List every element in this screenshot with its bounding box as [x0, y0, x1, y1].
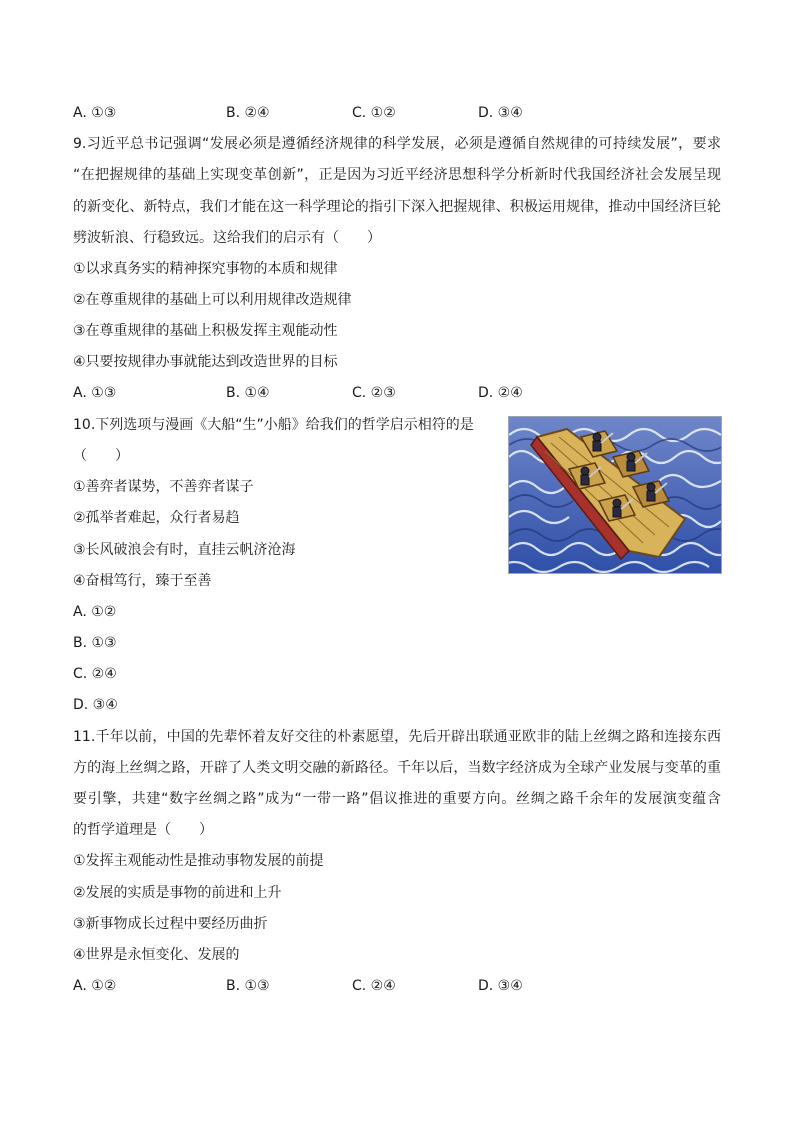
q10-stem-line-1: 10.下列选项与漫画《大船“生”小船》给我们的哲学启示相符的是 [73, 417, 474, 433]
q9-stem-line-1: 9.习近平总书记强调“发展必须是遵循经济规律的科学发展，必须是遵循自然规律的可持续发展”，要求 [73, 136, 721, 152]
q9-option-b: B. ①④ [226, 385, 270, 401]
q9-option-a: A. ①③ [73, 385, 117, 401]
q11-item-4: ④世界是永恒变化、发展的 [73, 947, 240, 963]
q11-option-a: A. ①② [73, 978, 117, 994]
q9-stem-line-3: 的新变化、新特点，我们才能在这一科学理论的指引下深入把握规律、积极运用规律，推动中国经济巨轮 [73, 199, 721, 215]
q9-item-1: ①以求真务实的精神探究事物的本质和规律 [73, 261, 338, 277]
q11-stem-line-2: 方的海上丝绸之路，开辟了人类文明交融的新路径。千年以后，当数字经济成为全球产业发展与变革的重 [73, 760, 721, 776]
q8-option-a: A. ①③ [73, 105, 117, 121]
q10-item-2: ②孤举者难起，众行者易趋 [73, 510, 240, 526]
q11-stem-line-1: 11.千年以前，中国的先辈怀着友好交往的朴素愿望，先后开辟出联通亚欧非的陆上丝绸之路和连接东西 [73, 729, 721, 745]
boat-cartoon-icon [509, 417, 721, 573]
q8-option-c: C. ①② [352, 105, 396, 121]
q8-option-b: B. ②④ [226, 105, 270, 121]
q8-options [73, 103, 593, 123]
q10-item-3: ③长风破浪会有时，直挂云帆济沧海 [73, 542, 296, 558]
q11-item-3: ③新事物成长过程中要经历曲折 [73, 916, 268, 932]
q9-stem-line-2: “在把握规律的基础上实现变革创新”，正是因为习近平经济思想科学分析新时代我国经济社会发展呈现 [73, 167, 721, 183]
q11-item-1: ①发挥主观能动性是推动事物发展的前提 [73, 853, 324, 869]
q11-stem-line-3: 要引擎，共建“数字丝绸之路”成为“一带一路”倡议推进的重要方向。丝绸之路千余年的发展演变蕴含 [73, 791, 721, 807]
q11-option-d: D. ③④ [478, 978, 523, 994]
q10-option-b: B. ①③ [73, 635, 117, 651]
q8-option-d: D. ③④ [478, 105, 523, 121]
q10-option-c: C. ②④ [73, 666, 117, 682]
q11-options [73, 976, 593, 996]
q10-item-1: ①善弈者谋势，不善弈者谋子 [73, 479, 254, 495]
q11-option-c: C. ②④ [352, 978, 396, 994]
q10-stem-line-2: （ ） [73, 448, 129, 464]
q9-item-3: ③在尊重规律的基础上积极发挥主观能动性 [73, 323, 338, 339]
q10-option-d: D. ③④ [73, 697, 118, 713]
q11-stem-line-4: 的哲学道理是（ ） [73, 822, 213, 838]
q10-option-a: A. ①② [73, 604, 117, 620]
boat-cartoon-image [508, 416, 722, 574]
q9-item-2: ②在尊重规律的基础上可以利用规律改造规律 [73, 292, 352, 308]
q11-option-b: B. ①③ [226, 978, 270, 994]
q9-item-4: ④只要按规律办事就能达到改造世界的目标 [73, 354, 338, 370]
q9-options [73, 383, 593, 403]
q9-option-d: D. ②④ [478, 385, 523, 401]
q9-stem-line-4: 劈波斩浪、行稳致远。这给我们的启示有（ ） [73, 230, 381, 246]
q10-item-4: ④奋楫笃行，臻于至善 [73, 573, 212, 589]
q9-option-c: C. ②③ [352, 385, 396, 401]
q11-item-2: ②发展的实质是事物的前进和上升 [73, 885, 282, 901]
